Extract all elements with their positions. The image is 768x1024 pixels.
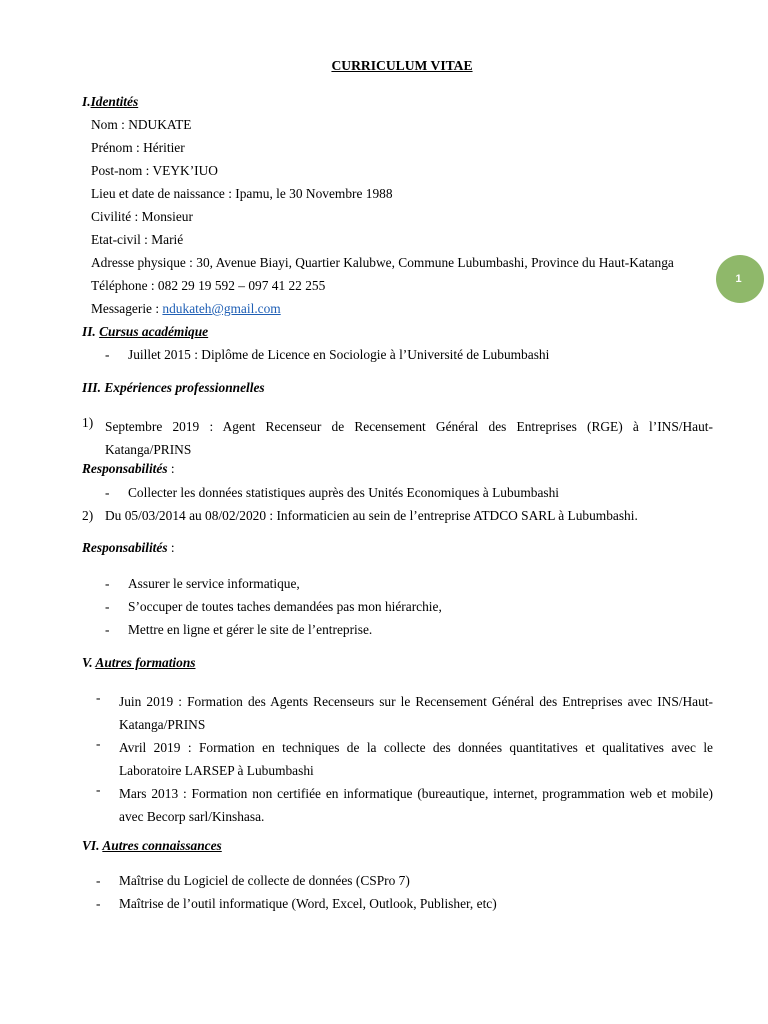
bullet-dash: - [105, 576, 110, 591]
cursus-item: Juillet 2015 : Diplôme de Licence en Sociologie à l’Université de Lubumbashi [128, 347, 550, 362]
section-connaissances-heading [82, 838, 222, 854]
section-title: Cursus académique [99, 324, 209, 339]
bullet-dash: - [96, 736, 101, 751]
bullet-dash: - [96, 873, 101, 888]
email-label: Messagerie : [91, 301, 163, 316]
bullet-dash: - [105, 622, 110, 637]
section-number: II. [82, 324, 100, 339]
email-link[interactable]: ndukateh@gmail.com [162, 301, 281, 316]
job-description: Septembre 2019 : Agent Recenseur de Recensement Général des Entreprises (RGE) à l’INS/Haut-Katanga/PRINS [105, 419, 713, 457]
section-title: Autres connaissances [102, 838, 222, 853]
identity-nom: Nom : NDUKATE [91, 117, 192, 132]
bullet-dash: - [96, 690, 101, 705]
responsabilites-label: Responsabilités : [82, 461, 175, 476]
section-cursus-heading [82, 324, 208, 340]
bullet-dash: - [96, 896, 101, 911]
section-number: VI. [82, 838, 103, 853]
section-title: Identités [90, 94, 139, 109]
identity-prenom: Prénom : Héritier [91, 140, 185, 155]
responsibility-item: S’occuper de toutes taches demandées pas mon hiérarchie, [128, 599, 442, 614]
identity-naissance: Lieu et date de naissance : Ipamu, le 30 Novembre 1988 [91, 186, 393, 201]
bullet-dash: - [105, 485, 110, 500]
job-description: Du 05/03/2014 au 08/02/2020 : Informaticien au sein de l’entreprise ATDCO SARL à Lubumbashi. [105, 508, 638, 523]
section-number: I. [82, 94, 91, 109]
responsibility-item: Mettre en ligne et gérer le site de l’entreprise. [128, 622, 373, 637]
responsabilites-label: Responsabilités : [82, 540, 175, 555]
identity-etat-civil: Etat-civil : Marié [91, 232, 184, 247]
formation-item: Juin 2019 : Formation des Agents Recenseurs sur le Recensement Général des Entreprises avec INS/Haut-Katanga/PRINS [119, 694, 713, 732]
identity-postnom: Post-nom : VEYK’IUO [91, 163, 218, 178]
document-title: CURRICULUM VITAE [331, 58, 473, 73]
section-formations-heading [82, 655, 196, 671]
identity-civilite: Civilité : Monsieur [91, 209, 193, 224]
bullet-dash: - [96, 782, 101, 797]
identity-adresse: Adresse physique : 30, Avenue Biayi, Quartier Kalubwe, Commune Lubumbashi, Province du Haut-Katanga [91, 255, 674, 270]
skill-item: Maîtrise de l’outil informatique (Word, Excel, Outlook, Publisher, etc) [119, 896, 497, 911]
page-number-badge: 1 [716, 255, 764, 303]
job-number: 1) [82, 415, 94, 430]
section-title: Autres formations [95, 655, 196, 670]
section-number: V. [82, 655, 96, 670]
identity-messagerie [91, 301, 281, 317]
bullet-dash: - [105, 347, 110, 362]
bullet-dash: - [105, 599, 110, 614]
formation-item: Avril 2019 : Formation en techniques de la collecte des données quantitatives et qualitatives avec le Laboratoire LARSEP à Lubumbashi [119, 740, 713, 778]
responsibility-item: Collecter les données statistiques auprès des Unités Economiques à Lubumbashi [128, 485, 560, 500]
formation-item: Mars 2013 : Formation non certifiée en informatique (bureautique, internet, programmation web et mobile) avec Becorp sarl/Kinshasa. [119, 786, 713, 824]
identity-telephone: Téléphone : 082 29 19 592 – 097 41 22 255 [91, 278, 326, 293]
skill-item: Maîtrise du Logiciel de collecte de données (CSPro 7) [119, 873, 410, 888]
job-number: 2) [82, 508, 94, 523]
section-identites-heading [82, 94, 138, 110]
responsibility-item: Assurer le service informatique, [128, 576, 300, 591]
section-experiences-heading: III. Expériences professionnelles [82, 380, 265, 395]
